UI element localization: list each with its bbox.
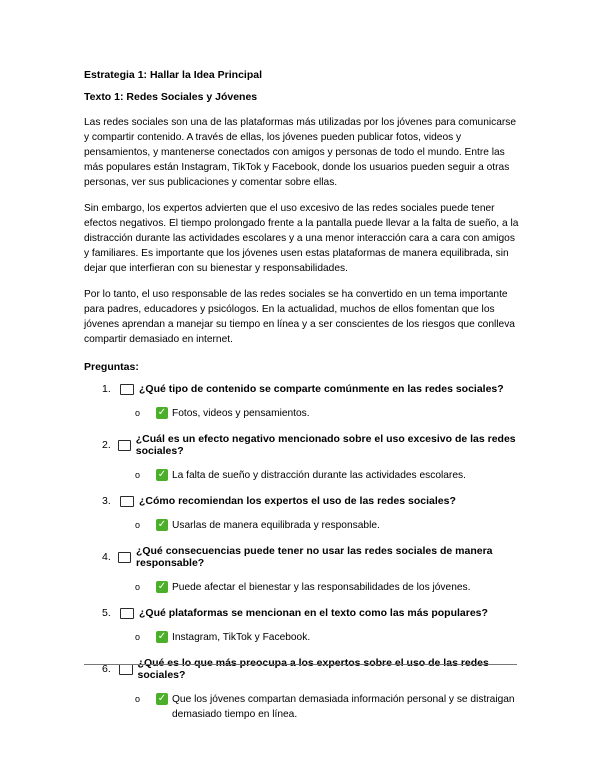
question-number: 4. (102, 551, 111, 563)
checkbox-empty-icon[interactable] (118, 440, 131, 451)
question-item (84, 383, 520, 421)
question-text: ¿Cómo recomiendan los expertos el uso de las redes sociales? (139, 495, 456, 507)
checkbox-empty-icon[interactable] (120, 608, 134, 619)
questions-heading: Preguntas: (84, 361, 139, 373)
bullet-marker: o (135, 632, 141, 642)
answer-text: La falta de sueño y distracción durante las actividades escolares. (172, 470, 466, 481)
bullet-marker: o (135, 470, 141, 480)
answer-text: Usarlas de manera equilibrada y responsable. (172, 520, 380, 531)
question-number: 6. (102, 663, 111, 675)
question-number: 2. (102, 439, 111, 451)
green-check-icon: ✓ (157, 631, 167, 642)
answer-text: Instagram, TikTok y Facebook. (172, 632, 311, 643)
question-number: 5. (102, 607, 111, 619)
answer-text: Que los jóvenes compartan demasiada información personal y se distraigan demasiado tiempo en línea. (172, 694, 515, 720)
question-item (84, 657, 520, 722)
paragraph-1: Las redes sociales son una de las plataformas más utilizadas por los jóvenes para comunicarse y compartir contenido. A través de ellas, los jóvenes pueden publicar fotos, videos y pensamientos, y mantenerse conectados con amigos y personas de todo el mundo. Entre las más populares están Instagram, TikTok y Facebook, donde los usuarios pueden seguir a otras personas, ver sus publicaciones y comentar sobre ellas. (84, 117, 517, 188)
checkbox-empty-icon[interactable] (118, 552, 131, 563)
questions-list (84, 383, 520, 722)
question-item (84, 433, 520, 483)
question-item (84, 607, 520, 645)
checkbox-empty-icon[interactable] (119, 664, 132, 675)
answer-text: Fotos, videos y pensamientos. (172, 408, 310, 419)
question-number: 1. (102, 383, 111, 395)
green-check-icon: ✓ (157, 407, 167, 418)
paragraph-3: Por lo tanto, el uso responsable de las redes sociales se ha convertido en un tema importante para padres, educadores y psicólogos. En la actualidad, muchos de ellos fomentan que los jóvenes aprendan a manejar su tiempo en línea y a ser conscientes de los riesgos que conlleva compartir demasiado en internet. (84, 289, 515, 345)
question-text: ¿Qué es lo que más preocupa a los expertos sobre el uso de las redes sociales? (137, 657, 489, 681)
question-number: 3. (102, 495, 111, 507)
checkbox-empty-icon[interactable] (120, 496, 134, 507)
text-title: Texto 1: Redes Sociales y Jóvenes (84, 91, 258, 103)
paragraph-2: Sin embargo, los expertos advierten que el uso excesivo de las redes sociales puede tener efectos negativos. El tiempo prolongado frente a la pantalla puede llevar a la falta de sueño, a la distracción durante las actividades escolares y a una menor interacción cara a cara con amigos y familiares. Es importante que los jóvenes usen estas plataformas de manera equilibrada, sin dejar que interfieran con su bienestar y responsabilidades. (84, 203, 519, 274)
checkbox-empty-icon[interactable] (120, 384, 134, 395)
question-text: ¿Qué plataformas se mencionan en el texto como las más populares? (139, 607, 488, 619)
question-text: ¿Qué consecuencias puede tener no usar las redes sociales de manera responsable? (135, 545, 493, 569)
bullet-marker: o (135, 520, 141, 530)
bullet-marker: o (135, 408, 141, 418)
strategy-title: Estrategia 1: Hallar la Idea Principal (84, 69, 262, 81)
question-text: ¿Cuál es un efecto negativo mencionado sobre el uso excesivo de las redes sociales? (135, 433, 516, 457)
green-check-icon: ✓ (157, 469, 167, 480)
bullet-marker: o (135, 582, 141, 592)
green-check-icon: ✓ (157, 519, 167, 530)
green-check-icon: ✓ (157, 693, 167, 704)
question-text: ¿Qué tipo de contenido se comparte comúnmente en las redes sociales? (139, 383, 504, 395)
green-check-icon: ✓ (157, 581, 167, 592)
question-item (84, 545, 520, 595)
answer-text: Puede afectar el bienestar y las responsabilidades de los jóvenes. (172, 582, 471, 593)
horizontal-rule (84, 664, 517, 665)
bullet-marker: o (135, 694, 141, 704)
question-item (84, 495, 520, 533)
